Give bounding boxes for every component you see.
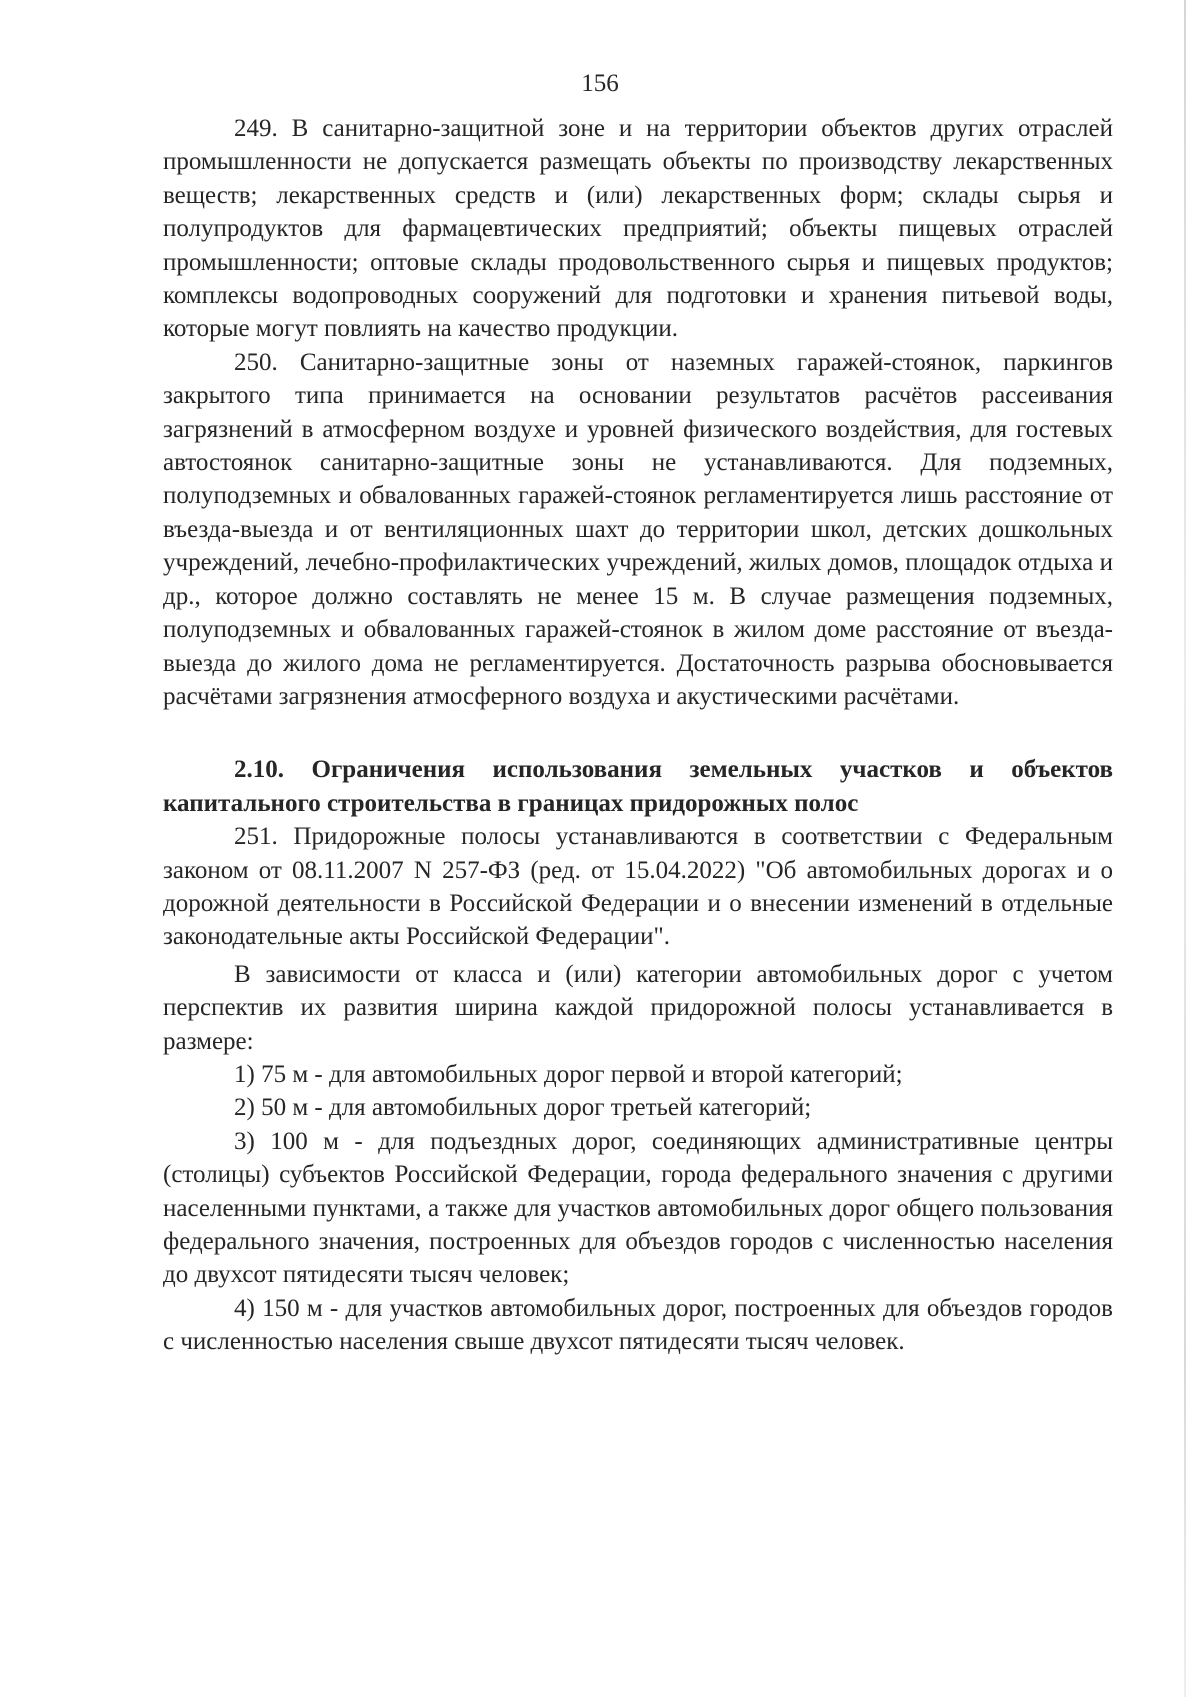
paragraph-249: 249. В санитарно-защитной зоне и на территории объектов других отраслей промышленности не допускается размещать объекты по производству лекарственных веществ; лекарственных средств и (или) лекарственных форм; склады сырья и полупродуктов для фармацевтических предприятий; объекты пищевых отраслей промышленности; оптовые склады продовольственного сырья и пищевых продуктов; комплексы водопроводных сооружений для подготовки и хранения питьевой воды, которые могут повлиять на качество продукции. [163,115,1113,343]
page-number: 156 [581,70,619,97]
scan-edge-line [1184,0,1186,1697]
paragraph-250: 250. Санитарно-защитные зоны от наземных гаражей-стоянок, паркингов закрытого типа принимается на основании результатов расчётов рассеивания загрязнений в атмосферном воздухе и уровней физического воздействия, для гостевых автостоянок санитарно-защитные зоны не устанавливаются. Для подземных, полуподземных и обвалованных гаражей-стоянок регламентируется лишь расстояние от въезда-выезда и от вентиляционных шахт до территории школ, детских дошкольных учреждений, лечебно-профилактических учреждений, жилых домов, площадок отдыха и др., которое должно составлять не менее 15 м. В случае размещения подземных, полуподземных и обвалованных гаражей-стоянок в жилом доме расстояние от въезда-выезда до жилого дома не регламентируется. Достаточность разрыва обосновывается расчётами загрязнения атмосферного воздуха и акустическими расчётами. [163,348,1113,710]
section-heading-2-10: 2.10. Ограничения использования земельных участков и объектов капитального строительства в границах придорожных полос [163,756,1113,817]
list-item-1: 1) 75 м - для автомобильных дорог первой и второй категорий; [234,1060,903,1088]
list-item-2: 2) 50 м - для автомобильных дорог третьей категорий; [234,1094,812,1122]
list-item-4: 4) 150 м - для участков автомобильных дорог, построенных для объездов городов с численностью населения свыше двухсот пятидесяти тысяч человек. [163,1294,1113,1356]
list-item-3: 3) 100 м - для подъездных дорог, соединяющих административные центры (столицы) субъектов Российской Федерации, города федерального значения с другими населенными пунктами, а также для участков автомобильных дорог общего пользования федерального значения, построенных для объездов городов с численностью населения до двухсот пятидесяти тысяч человек; [163,1127,1113,1289]
paragraph-width-intro: В зависимости от класса и (или) категории автомобильных дорог с учетом перспектив их развития ширина каждой придорожной полосы устанавливается в размере: [163,960,1113,1055]
paragraph-251: 251. Придорожные полосы устанавливаются в соответствии с Федеральным законом от 08.11.2007 N 257-ФЗ (ред. от 15.04.2022) "Об автомобильных дорогах и о дорожной деятельности в Российской Федерации и о внесении изменений в отдельные законодательные акты Российской Федерации". [163,823,1113,951]
document-body [163,112,1113,1359]
